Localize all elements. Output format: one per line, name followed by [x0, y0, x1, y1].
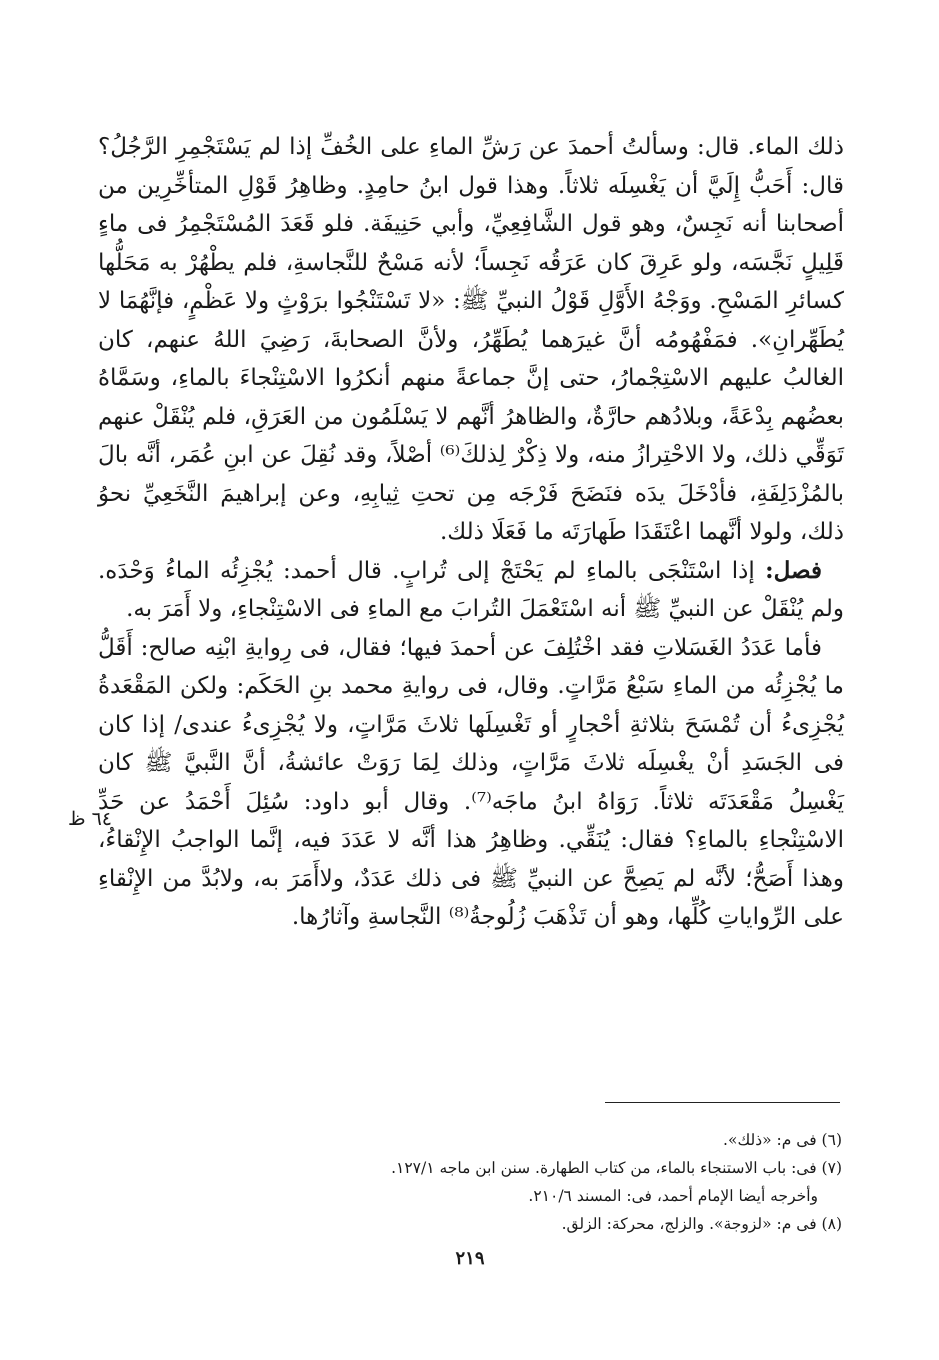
- footnote-7: (٧) فى: باب الاستنجاء بالماء، من كتاب الطهارة. سنن ابن ماجه ١٢٧/١.: [391, 1159, 842, 1177]
- footnote-separator: [605, 1102, 840, 1103]
- footnote-6: (٦) فى م: «ذلك».: [723, 1131, 842, 1149]
- page-number: ٢١٩: [455, 1248, 485, 1269]
- footnote-8: (٨) فى م: «لزوجة». والزلج، محركة: الزلق.: [561, 1215, 842, 1233]
- paragraph-3: فأما عَدَدُ الغَسَلاتِ فقد اخْتُلِفَ عن أحمدَ فيها؛ فقال، فى رِوايةِ ابْنِه صالح: أَقَلُّ ما يُجْزِئُه من الماءِ سَبْعُ مَرَّاتٍ. وقال، فى روايةِ محمد بنِ الحَكَم: ولكن المَقْعَدةُ يُجْزِىءُ أن تُمْسَحَ بثلاثةِ أحْجارٍ أو تَغْسِلَها ثلاثَ مَرَّاتٍ، ولا يُجْزِىءُ عندى/ إذا كان فى الجَسَدِ أنْ يغْسِلَه ثلاثَ مَرَّاتٍ، وذلك لِمَا رَوَتْ عائشةُ، أنَّ النَّبيَّ ﷺ كان يَغْسِلُ مَقْعَدَتَه ثلاثاً. رَوَاهُ ابنُ ماجَه⁽⁷⁾. وقال أبو داود: سُئِلَ أَحْمَدُ عن حَدِّ الاسْتِنْجاءِ بالماءِ؟ فقال: يُنَقِّي. وظاهِرُ هذا أنَّه لا عَدَدَ فيه، إنَّما الواجبُ الإِنْقاءُ، وهذا أَصَحُّ؛ لأنَّه لم يَصِحَّ عن النبيِّ ﷺ فى ذلك عَدَدٌ، ولاأَمَرَ به، ولابُدَّ من الإِنْقاءِ على الرِّواياتِ كُلِّها، وهو أن تَذْهَبَ زُلُوجةُ⁽⁸⁾ النَّجاسةِ وآثارُها.: [98, 634, 844, 930]
- footnote-7-continuation: وأخرجه أيضا الإمام أحمد، فى: المسند ٢١٠/٦.: [528, 1187, 818, 1205]
- footnotes: [250, 1126, 842, 1238]
- section-label-fasl: فصل:: [765, 556, 822, 584]
- manuscript-folio-note: ٦٤ ظ: [67, 808, 113, 830]
- paragraph-2: [98, 552, 844, 629]
- paragraph-2-text: إذا اسْتَنْجَى بالماءِ لم يَحْتَجْ إلى تُرابٍ. قال أحمد: يُجْزِئُه الماءُ وَحْدَه. ولم يُنْقَلْ عن النبيِّ ﷺ أنه اسْتَعْمَلَ التُرابَ مع الماءِ فى الاسْتِنْجاءِ، ولا أَمَرَ به.: [98, 557, 844, 622]
- main-text: [98, 128, 844, 937]
- paragraph-1: ذلك الماء. قال: وسألتُ أحمدَ عن رَشِّ الماءِ على الخُفِّ إذا لم يَسْتَجْمِرِ الرَّجُلُ؟ قال: أَحَبُّ إِلَيَّ أن يَغْسِلَه ثلاثاً. وهذا قول ابنُ حامِدٍ. وظاهِرُ قَوْلِ المتأخِّرِين من أصحابنا أنه نَجِسٌ، وهو قول الشَّافِعِيِّ، وأبي حَنِيفَة. فلو قَعَدَ المُسْتَجْمِرُ فى ماءٍ قَلِيلٍ نَجَّسَه، ولو عَرِقَ كان عَرَقُه نَجِساً؛ لأنه مَسْحٌ للنَّجاسةِ، فلم يطْهُرْ به مَحَلُّها كسائرِ المَسْحِ. ووَجْهُ الأَوَّلِ قَوْلُ النبيِّ ﷺ: «لا تَسْتَنْجُوا برَوْثٍ ولا عَظْمٍ، فإنَّهُمَا لا يُطَهِّرانِ». فمَفْهُومُه أنَّ غيرَهما يُطَهِّرُ، ولأنَّ الصحابةَ، رَضِيَ اللهُ عنهم، كان الغالبُ عليهم الاسْتِجْمارُ، حتى إنَّ جماعةً منهم أنكرُوا الاسْتِنْجاءَ بالماءِ، وسَمَّاهُ بعضُهم بِدْعَةً، وبلادُهم حارَّةٌ، والظاهرُ أنَّهم لا يَسْلَمُون من العَرَقِ، فلم يُنْقَلْ عنهم تَوَقِّي ذلك، ولا الاحْتِرازُ منه، ولا ذِكْرٌ لِذلكَ⁽⁶⁾ أصْلاً، وقد نُقِلَ عن ابنِ عُمَر، أنَّه بالَ بالمُزْدَلِفَةِ، فأدْخَلَ يدَه فنَضَحَ فَرْجَه مِن تحتِ ثِيابِهِ، وعن إبراهيمَ النَّخَعِيِّ نحوُ ذلك، ولولا أنَّهما اعْتَقَدَا طَهارَتَه ما فَعَلَا ذلك.: [98, 134, 844, 545]
